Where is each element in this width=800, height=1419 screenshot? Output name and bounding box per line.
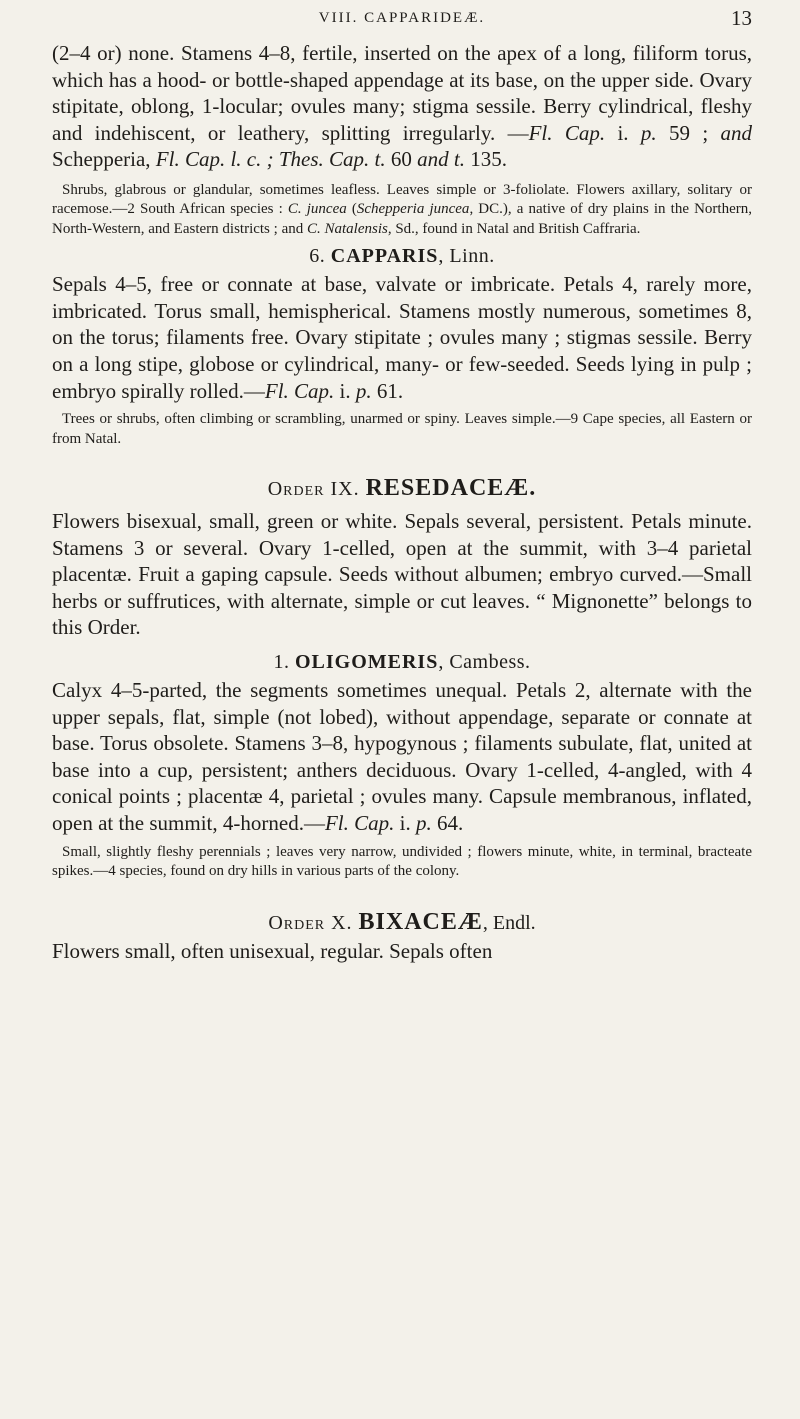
oligomeris-heading: 1. OLIGOMERIS, Cambess. [273, 650, 531, 673]
capparis-paragraph: Sepals 4–5, free or connate at base, valvate or imbricate. Petals 4, rarely more, imbricated. Torus small, hemispherical. Stamens mostly numerous, sometimes 8, on the torus; filaments free. Ovary stipitate ; ovules many ; stigmas sessile. Berry on a long stipe, globose or cylindrical, many- or few-seeded. Seeds lying in pulp ; embryo spirally rolled.—Fl. Cap. i. p. 61. [52, 272, 752, 403]
running-title: VIII. CAPPARIDEÆ. [318, 10, 486, 26]
capparideae-note: Shrubs, glabrous or glandular, sometimes leafless. Leaves simple or 3-foliolate. Flowers axillary, solitary or racemose.—2 South African species : C. juncea (Schepperia juncea, DC.), a native of dry plains in the Northern, North-Western, and Eastern districts ; and C. Natalensis, Sd., found in Natal and British Caffraria. [52, 181, 752, 237]
capparis-heading: 6. CAPPARIS, Linn. [309, 245, 495, 268]
order-x-heading: Order X. BIXACEÆ, Endl. [268, 909, 536, 936]
resedaceae-paragraph: Flowers bisexual, small, green or white. Sepals several, persistent. Petals minute. Stamens 3 or several. Ovary 1-celled, open at the summit, with 3–4 parietal placentæ. Fruit a gaping capsule. Seeds without albumen; embryo curved.—Small herbs or suffrutices, with alternate, simple or cut leaves. “ Mignonette” belongs to this Order. [52, 508, 752, 640]
capparis-note: Trees or shrubs, often climbing or scrambling, unarmed or spiny. Leaves simple.—9 Cape species, all Eastern or from Natal. [52, 411, 752, 447]
page-number: 13 [731, 6, 752, 30]
oligomeris-paragraph: Calyx 4–5-parted, the segments sometimes unequal. Petals 2, alternate with the upper sepals, flat, simple (not lobed), without appendage, separate or connate at base. Torus obsolete. Stamens 3–8, hypogynous ; filaments subulate, flat, united at base into a cup, persistent; anthers deciduous. Ovary 1-celled, 4-angled, with 4 conical points ; placentæ 4, parietal ; ovules many. Capsule membranous, inflated, open at the summit, 4-horned.—Fl. Cap. i. p. 64. [52, 677, 752, 835]
bixaceae-paragraph: Flowers small, often unisexual, regular. Sepals often [52, 939, 493, 964]
page [52, 0, 752, 965]
oligomeris-note: Small, slightly fleshy perennials ; leaves very narrow, undivided ; flowers minute, white, in terminal, bracteate spikes.—4 species, found on dry hills in various parts of the colony. [52, 843, 752, 879]
order-ix-heading: Order IX. RESEDACEÆ. [267, 474, 537, 501]
running-head [52, 0, 752, 40]
capparideae-paragraph: (2–4 or) none. Stamens 4–8, fertile, inserted on the apex of a long, filiform torus, which has a hood- or bottle-shaped appendage at its base, on the upper side. Ovary stipitate, oblong, 1-locular; ovules many; stigma sessile. Berry cylindrical, fleshy and indehiscent, or leathery, splitting irregularly. —Fl. Cap. i. p. 59 ; and Schepperia, Fl. Cap. l. c. ; Thes. Cap. t. 60 and t. 135. [52, 41, 752, 172]
